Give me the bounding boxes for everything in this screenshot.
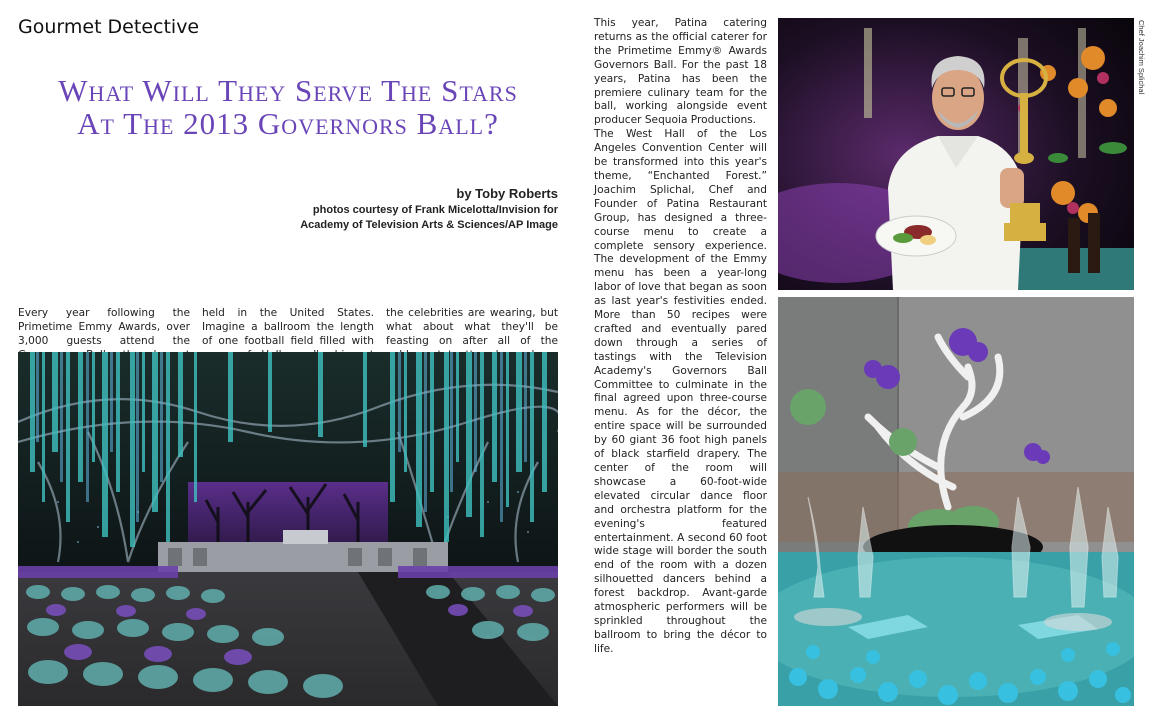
article-headline	[18, 74, 558, 141]
chef-with-emmy-photo	[778, 18, 1134, 290]
table-setting-illustration	[778, 297, 1134, 706]
headline-line-2: At The 2013 Governors Ball?	[77, 106, 499, 142]
photo-credit-line-2: Academy of Television Arts & Sciences/AP Image	[300, 219, 558, 232]
byline	[300, 186, 558, 233]
table-setting-photo	[778, 297, 1134, 706]
author: by Toby Roberts	[456, 186, 558, 201]
article-column-right	[594, 17, 767, 657]
paragraph-2: This year, Patina catering returns as the official caterer for the Primetime Emmy® Awards Governors Ball. For the past 18 years, Patina has been the premiere culinary team for the ball, working alongside event producer Sequoia Productions.	[594, 17, 767, 127]
section-title: Gourmet Detective	[18, 16, 200, 38]
intro-paragraph: Every year following the Primetime Emmy Awards, over 3,000 guests attend the held in the United States. Imagine a ballroom the length of one football field filled with the celebrities are wearing, but what about what they'll be feasting on after all of the	[18, 307, 558, 347]
chef-illustration	[778, 18, 1134, 290]
chef-photo-credit: Chef Joachim Splichal	[1137, 20, 1146, 95]
paragraph-3: The West Hall of the Los Angeles Convention Center will be transformed into this year's theme, “Enchanted Forest.” Joachim Splichal, Chef and Founder of Patina Restaurant Group, has designed a three-course menu to create a complete sensory experience. The development of the Emmy menu has been a year-long labor of love that began as soon as last year's festivities ended. More than 50 recipes were crafted and eventually pared down through a series of tastings with the Television Academy's Governors Ball Committee to culminate in the final agreed upon three-course menu. As for the décor, the entire space will be surrounded by 60 giant 36 foot high panels of black starfield drapery. The center of the room will showcase a 60-foot-wide elevated circular dance floor and orchestra platform for the evening's featured entertainment. A second 60 foot wide stage will border the south end of the room with a dozen silhouetted dancers behind a forest backdrop. Avant-garde atmospheric performers will be sprinkled throughout the ballroom to bring the décor to life.	[594, 128, 767, 655]
headline-line-1: What Will They Serve The Stars	[58, 73, 518, 108]
ballroom-illustration	[18, 352, 558, 706]
ballroom-rendering-photo	[18, 352, 558, 706]
photo-credit-line-1: photos courtesy of Frank Micelotta/Invision for	[312, 204, 558, 216]
